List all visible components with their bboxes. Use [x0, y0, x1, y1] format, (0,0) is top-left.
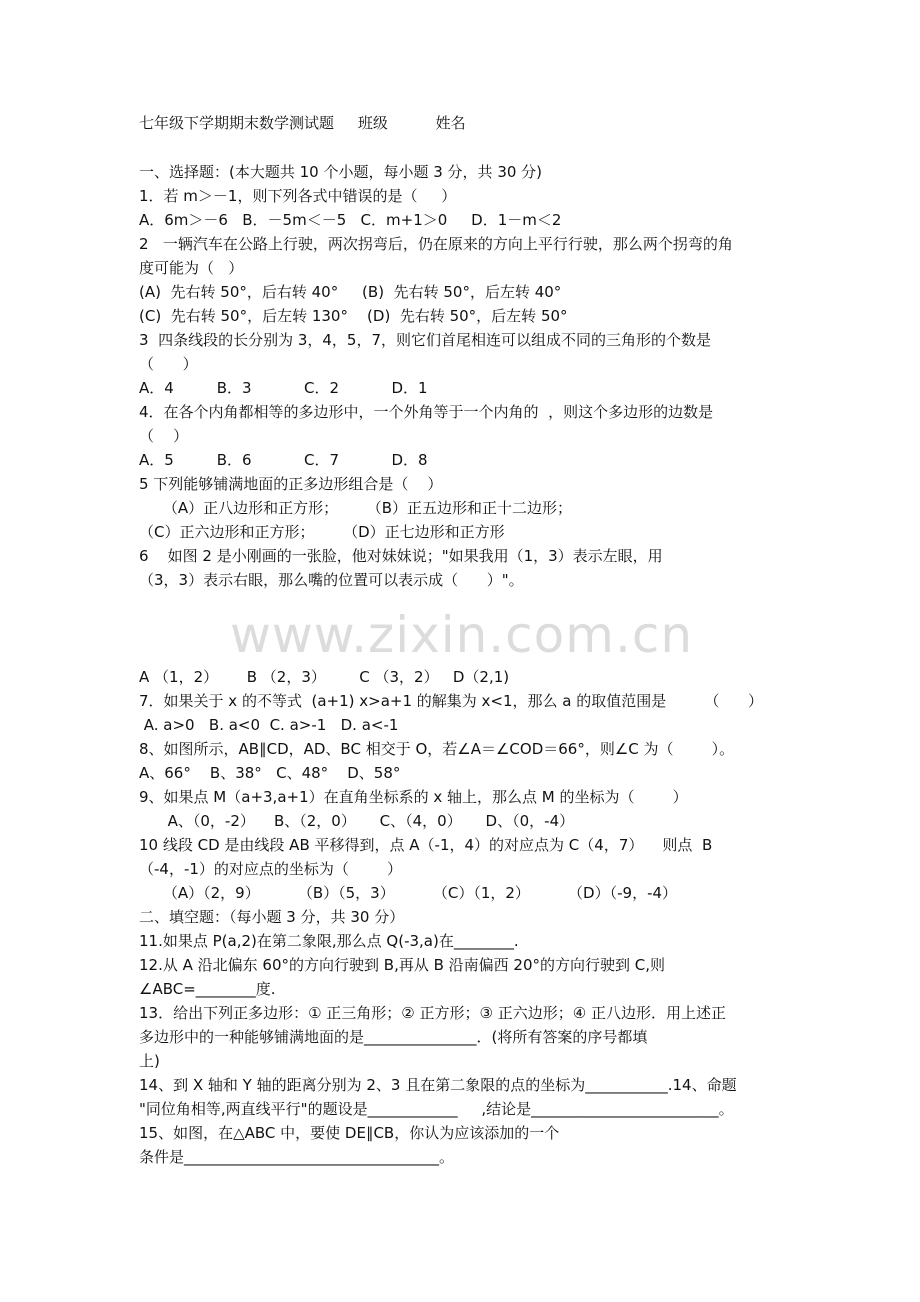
q10-options: （A）（2，9） （B）（5，3） （C）（1，2） （D）（-9，-4）	[139, 884, 678, 902]
q13-line-2: 多边形中的一种能够铺满地面的是_______________．(将所有答案的序号都填	[139, 1028, 648, 1046]
q10-stem-1: 10 线段 CD 是由线段 AB 平移得到，点 A（-1，4）的对应点为 C（4，7） 则点 B	[139, 836, 713, 854]
q15-line-1: 15、如图，在△ABC 中，要使 DE∥CB，你认为应该添加的一个	[139, 1124, 560, 1142]
q1-stem: 1．若 m＞－1，则下列各式中错误的是（ ）	[139, 187, 457, 205]
q1-options: A．6m＞－6 B．－5m＜－5 C．m+1＞0 D．1－m＜2	[139, 211, 562, 229]
section2-heading: 二、填空题：（每小题 3 分，共 30 分）	[139, 908, 405, 926]
section1-heading: 一、选择题：(本大题共 10 个小题，每小题 3 分，共 30 分)	[139, 163, 543, 181]
q8-options: A、66° B、38° C、48° D、58°	[139, 764, 401, 782]
q9-options: A、（0，-2） B、（2，0） C、（4，0） D、（0，-4）	[139, 812, 575, 830]
q2-stem-1: 2 一辆汽车在公路上行驶，两次拐弯后，仍在原来的方向上平行行驶，那么两个拐弯的角	[139, 235, 733, 253]
q5-stem: 5 下列能够铺满地面的正多边形组合是（ ）	[139, 475, 443, 493]
q14-line-1: 14、到 X 轴和 Y 轴的距离分别为 2、3 且在第二象限的点的坐标为___________.14、命题	[139, 1076, 737, 1094]
q7-options: A. a>0 B. a<0 C. a>-1 D. a<-1	[139, 716, 399, 734]
q3-options: A．4 B．3 C．2 D．1	[139, 379, 428, 397]
name-label: 姓名	[435, 114, 466, 132]
exam-title: 七年级下学期期末数学测试题	[139, 114, 335, 132]
q4-options: A．5 B．6 C．7 D．8	[139, 451, 428, 469]
q6-stem-2: （3，3）表示右眼，那么嘴的位置可以表示成（ ）"。	[139, 571, 524, 589]
q12-line-2: ∠ABC=________度.	[139, 980, 276, 998]
q2-options-1: (A) 先右转 50°，后右转 40° (B) 先右转 50°，后左转 40°	[139, 283, 562, 301]
q10-stem-2: （-4，-1）的对应点的坐标为（ ）	[139, 860, 403, 878]
q13-line-1: 13．给出下列正多边形：① 正三角形；② 正方形；③ 正六边形；④ 正八边形．用上述正	[139, 1004, 726, 1022]
q9-stem: 9、如果点 M（a+3,a+1）在直角坐标系的 x 轴上，那么点 M 的坐标为（ ）	[139, 788, 688, 806]
q4-stem-1: 4．在各个内角都相等的多边形中，一个外角等于一个内角的 ，则这个多边形的边数是	[139, 403, 714, 421]
q5-options-1: （A）正八边形和正方形； （B）正五边形和正十二边形；	[139, 499, 573, 517]
exam-header	[139, 111, 466, 135]
q4-stem-2: （ ）	[139, 427, 189, 445]
q15-line-2: 条件是__________________________________。	[139, 1148, 455, 1166]
q7-stem: 7．如果关于 x 的不等式 (a+1) x>a+1 的解集为 x<1，那么 a 的取值范围是 （ ）	[139, 692, 764, 710]
watermark: www.zixin.com.cn	[230, 606, 694, 664]
class-label: 班级	[357, 114, 388, 132]
q12-line-1: 12.从 A 沿北偏东 60°的方向行驶到 B,再从 B 沿南偏西 20°的方向行驶到 C,则	[139, 956, 666, 974]
q2-stem-2: 度可能为（ ）	[139, 259, 244, 277]
q2-options-2: (C) 先右转 50°，后左转 130° (D) 先右转 50°，后左转 50°	[139, 307, 568, 325]
q13-line-3: 上)	[139, 1052, 160, 1070]
q3-stem-2: （ ）	[139, 355, 198, 373]
q11: 11.如果点 P(a,2)在第二象限,那么点 Q(-3,a)在________.	[139, 932, 519, 950]
q5-options-2: （C）正六边形和正方形； （D）正七边形和正方形	[139, 523, 505, 541]
q3-stem-1: 3 四条线段的长分别为 3，4，5，7，则它们首尾相连可以组成不同的三角形的个数是	[139, 331, 712, 349]
q8-stem: 8、如图所示，AB∥CD，AD、BC 相交于 O，若∠A＝∠COD＝66°，则∠C 为（ ）。	[139, 740, 735, 758]
q14-line-2: "同位角相等,两直线平行"的题设是____________ ,结论是_________________________。	[139, 1100, 734, 1118]
q6-options: A （1，2） B （2，3） C （3，2） D（2,1)	[139, 668, 510, 686]
q6-stem-1: 6 如图 2 是小刚画的一张脸，他对妹妹说；"如果我用（1，3）表示左眼，用	[139, 547, 663, 565]
